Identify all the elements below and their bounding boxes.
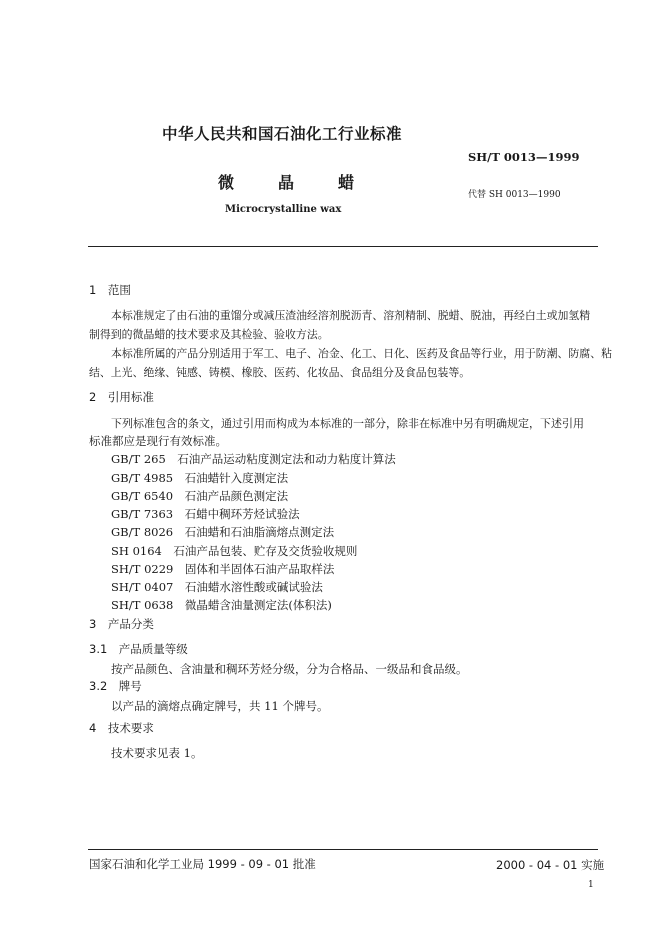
references-intro-line-2: 标准都应是现行有效标准。 xyxy=(89,434,227,448)
scope-paragraph-2-line-2: 结、上光、绝缘、钝感、铸模、橡胶、医药、化妆品、食品组分及食品包装等。 xyxy=(89,366,471,379)
org-title: 中华人民共和国石油化工行业标准 xyxy=(162,125,403,143)
subsection-heading-grade-number: 3.2 牌号 xyxy=(89,679,142,693)
references-intro-line-1: 下列标准包含的条文，通过引用而构成为本标准的一部分，除非在标准中另有明确规定，下述引用 xyxy=(111,417,584,430)
reference-item: SH 0164 石油产品包装、贮存及交货验收规则 xyxy=(111,544,358,558)
section-heading-classification: 3 产品分类 xyxy=(89,617,154,631)
footer-divider xyxy=(88,849,598,850)
implementation-date: 2000 - 04 - 01 实施 xyxy=(496,858,605,872)
section-heading-technical-requirements: 4 技术要求 xyxy=(89,721,154,735)
scope-paragraph-2-line-1: 本标准所属的产品分别适用于军工、电子、冶金、化工、日化、医药及食品等行业，用于防潮、防腐、粘 xyxy=(111,347,612,360)
reference-item: GB/T 7363 石蜡中稠环芳烃试验法 xyxy=(111,507,300,521)
section-heading-references: 2 引用标准 xyxy=(89,390,154,404)
page-number: 1 xyxy=(588,880,594,890)
document-title: 微 晶 蜡 xyxy=(218,173,369,192)
reference-item: SH/T 0638 微晶蜡含油量测定法(体积法) xyxy=(111,598,332,612)
english-title: Microcrystalline wax xyxy=(225,204,342,215)
quality-grade-text: 按产品颜色、含油量和稠环芳烃分级，分为合格品、一级品和食品级。 xyxy=(111,662,468,676)
scope-paragraph-1-line-2: 制得到的微晶蜡的技术要求及其检验、验收方法。 xyxy=(89,328,329,341)
standard-code: SH/T 0013—1999 xyxy=(468,150,580,164)
technical-requirements-text: 技术要求见表 1。 xyxy=(111,746,203,760)
approval-note: 国家石油和化学工业局 1999 - 09 - 01 批准 xyxy=(89,857,316,871)
section-heading-scope: 1 范围 xyxy=(89,283,131,297)
reference-item: SH/T 0407 石油蜡水溶性酸或碱试验法 xyxy=(111,580,323,594)
subsection-heading-quality-grade: 3.1 产品质量等级 xyxy=(89,642,188,656)
reference-item: GB/T 8026 石油蜡和石油脂滴熔点测定法 xyxy=(111,525,335,539)
reference-item: GB/T 4985 石油蜡针入度测定法 xyxy=(111,471,289,485)
reference-item: GB/T 6540 石油产品颜色测定法 xyxy=(111,489,289,503)
reference-item: SH/T 0229 固体和半固体石油产品取样法 xyxy=(111,562,335,576)
grade-number-text: 以产品的滴熔点确定牌号，共 11 个牌号。 xyxy=(111,699,329,713)
header-divider xyxy=(88,246,598,247)
reference-item: GB/T 265 石油产品运动粘度测定法和动力粘度计算法 xyxy=(111,452,396,466)
replaces-note: 代替 SH 0013—1990 xyxy=(468,190,561,200)
scope-paragraph-1-line-1: 本标准规定了由石油的重馏分或减压渣油经溶剂脱沥青、溶剂精制、脱蜡、脱油，再经白土或加氢精 xyxy=(111,309,591,322)
